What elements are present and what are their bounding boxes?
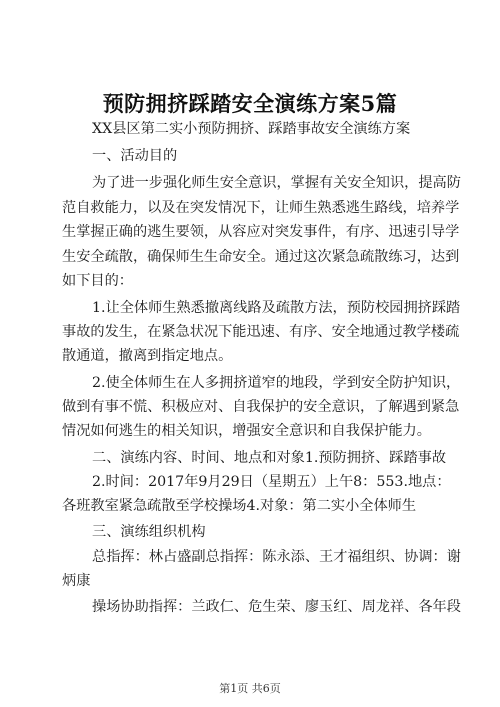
- section-heading: 三、演练组织机构: [92, 524, 206, 540]
- paragraph-line: 做到有事不慌、积极应对、自我保护的安全意识，了解遇到紧急: [62, 399, 460, 415]
- paragraph-line: 情况如何逃生的相关知识，增强安全意识和自我保护能力。: [62, 423, 431, 439]
- paragraph-line: 各班教室紧急疏散至学校操场4.对象：第二实小全体师生: [62, 498, 417, 514]
- paragraph-line: 范自救能力，以及在突发情况下，让师生熟悉逃生路线，培养学: [62, 200, 460, 216]
- section-heading: 二、演练内容、时间、地点和对象1.预防拥挤、踩踏事故: [92, 450, 447, 466]
- paragraph-line: 散通道，撤离到指定地点。: [62, 348, 233, 364]
- paragraph-line: 炳康: [62, 573, 91, 589]
- paragraph-line: 1.让全体师生熟悉撤离线路及疏散方法，预防校园拥挤踩踏: [92, 300, 461, 316]
- paragraph-line: 操场协助指挥：兰政仁、危生荣、廖玉红、周龙祥、各年段: [92, 599, 461, 615]
- paragraph-line: 如下目的：: [62, 273, 133, 289]
- paragraph-line: 生掌握正确的逃生要领，从容应对突发事件，有序、迅速引导学: [62, 224, 460, 240]
- page-footer: 第1页 共6页: [219, 682, 281, 695]
- paragraph-line: 事故的发生，在紧急状况下能迅速、有序、安全地通过教学楼疏: [62, 324, 460, 340]
- paragraph-line: 生安全疏散，确保师生生命安全。通过这次紧急疏散练习，达到: [62, 249, 460, 265]
- document-title: 预防拥挤踩踏安全演练方案5篇: [102, 91, 398, 116]
- paragraph-line: 为了进一步强化师生安全意识，掌握有关安全知识，提高防: [92, 175, 461, 191]
- section-heading: 一、活动目的: [92, 148, 178, 164]
- paragraph-line: 总指挥：林占盛副总指挥：陈永添、王才福组织、协调：谢: [92, 549, 461, 565]
- paragraph-line: 2.使全体师生在人多拥挤道窄的地段，学到安全防护知识，: [92, 375, 461, 391]
- document-subtitle: XX县区第二实小预防拥挤、踩踏事故安全演练方案: [92, 121, 411, 137]
- paragraph-line: 2.时间：2017年9月29日（星期五）上午8：553.地点：: [92, 474, 451, 490]
